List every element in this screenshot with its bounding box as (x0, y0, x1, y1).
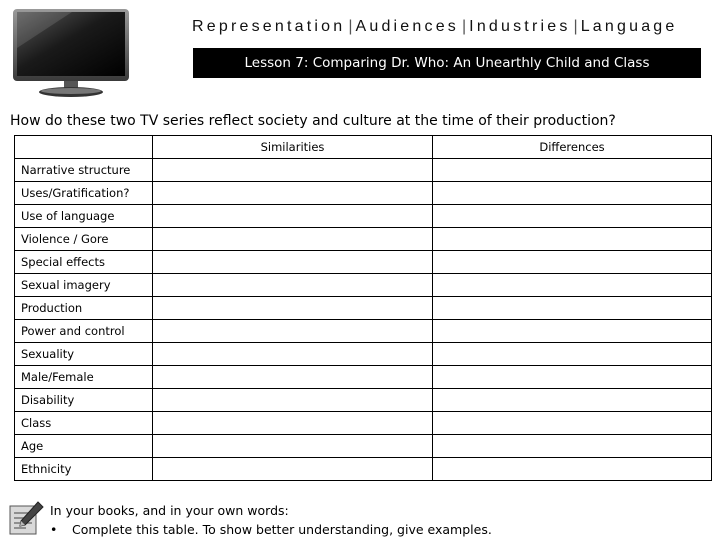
row-label: Violence / Gore (15, 228, 153, 251)
differences-cell[interactable] (433, 458, 712, 481)
table-row (15, 228, 712, 251)
row-label: Use of language (15, 205, 153, 228)
table-row (15, 182, 712, 205)
nav-separator: | (348, 18, 353, 35)
header-differences: Differences (433, 136, 712, 159)
row-label: Ethnicity (15, 458, 153, 481)
table-row (15, 343, 712, 366)
table-row (15, 251, 712, 274)
row-label: Special effects (15, 251, 153, 274)
row-label: Sexual imagery (15, 274, 153, 297)
differences-cell[interactable] (433, 205, 712, 228)
lesson-title-bar (193, 48, 701, 78)
table-row (15, 274, 712, 297)
differences-cell[interactable] (433, 182, 712, 205)
table-header-row (15, 136, 712, 159)
nav-separator: | (573, 18, 578, 35)
similarities-cell[interactable] (153, 205, 433, 228)
differences-cell[interactable] (433, 251, 712, 274)
instructions-item-text: Complete this table. To show better understanding, give examples. (72, 522, 492, 537)
bullet-marker: • (50, 522, 58, 537)
similarities-cell[interactable] (153, 320, 433, 343)
differences-cell[interactable] (433, 435, 712, 458)
row-label: Production (15, 297, 153, 320)
row-label: Power and control (15, 320, 153, 343)
differences-cell[interactable] (433, 366, 712, 389)
table-row (15, 205, 712, 228)
differences-cell[interactable] (433, 412, 712, 435)
instructions (50, 501, 492, 539)
similarities-cell[interactable] (153, 297, 433, 320)
row-label: Narrative structure (15, 159, 153, 182)
table-row (15, 389, 712, 412)
nav-item-audiences: Audiences (355, 18, 460, 35)
row-label: Disability (15, 389, 153, 412)
nav-separator: | (462, 18, 467, 35)
instructions-item (50, 520, 492, 539)
differences-cell[interactable] (433, 228, 712, 251)
row-label: Age (15, 435, 153, 458)
table-row (15, 320, 712, 343)
differences-cell[interactable] (433, 274, 712, 297)
row-label: Male/Female (15, 366, 153, 389)
differences-cell[interactable] (433, 320, 712, 343)
header-blank-cell (15, 136, 153, 159)
similarities-cell[interactable] (153, 274, 433, 297)
tv-monitor-icon (12, 8, 130, 100)
row-label: Sexuality (15, 343, 153, 366)
nav-item-industries: Industries (469, 18, 571, 35)
similarities-cell[interactable] (153, 366, 433, 389)
similarities-cell[interactable] (153, 412, 433, 435)
differences-cell[interactable] (433, 297, 712, 320)
similarities-cell[interactable] (153, 182, 433, 205)
table-row (15, 366, 712, 389)
row-label: Class (15, 412, 153, 435)
similarities-cell[interactable] (153, 159, 433, 182)
comparison-table (14, 135, 712, 481)
table-row (15, 458, 712, 481)
similarities-cell[interactable] (153, 228, 433, 251)
instructions-intro: In your books, and in your own words: (50, 503, 289, 518)
table-row (15, 435, 712, 458)
similarities-cell[interactable] (153, 343, 433, 366)
question-heading: How do these two TV series reflect society and culture at the time of their production? (10, 113, 616, 129)
similarities-cell[interactable] (153, 251, 433, 274)
row-label: Uses/Gratification? (15, 182, 153, 205)
differences-cell[interactable] (433, 159, 712, 182)
table-row (15, 297, 712, 320)
nav-item-language: Language (580, 18, 678, 35)
topic-nav (192, 18, 700, 36)
table-row (15, 159, 712, 182)
similarities-cell[interactable] (153, 389, 433, 412)
table-body (15, 159, 712, 481)
differences-cell[interactable] (433, 343, 712, 366)
similarities-cell[interactable] (153, 435, 433, 458)
nav-item-representation: Representation (192, 18, 346, 35)
pencil-paper-icon (8, 500, 44, 536)
similarities-cell[interactable] (153, 458, 433, 481)
header-similarities: Similarities (153, 136, 433, 159)
differences-cell[interactable] (433, 389, 712, 412)
table-row (15, 412, 712, 435)
lesson-title: Lesson 7: Comparing Dr. Who: An Unearthly Child and Class (244, 55, 650, 71)
